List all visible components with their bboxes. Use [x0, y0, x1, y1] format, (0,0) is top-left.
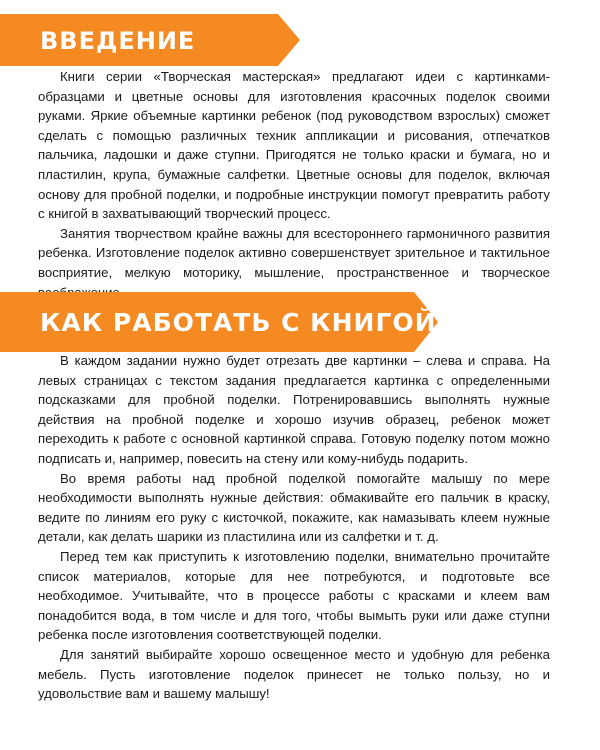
- section-banner-how-to-use: [0, 292, 438, 352]
- paragraph: Во время работы над пробной поделкой помогайте малышу по мере необходимости выполнять нужные действия: обмакивайте его пальчик в краску, ведите по линиям его руку с кисточкой, покажите, как намазывать клеем нужные детали, как делать шарики из пластилина или из салфетки и т. д.: [38, 470, 550, 545]
- paragraph: Занятия творчеством крайне важны для всестороннего гармоничного развития ребенка. Изготовление поделок активно совершенствует зрительное и тактильное восприятие, мелкую моторику, мышление, пространственное и творческое: [38, 225, 550, 280]
- section-title: КАК РАБОТАТЬ С КНИГОЙ: [40, 307, 437, 337]
- section-title: ВВЕДЕНИЕ: [40, 27, 196, 55]
- paragraph: Книги серии «Творческая мастерская» предлагают идеи с картинками-образцами и цветные основы для изготовления красочных поделок своими руками. Яркие объемные картинки ребенок (под руководством взрослых) сможет сделать с помощью различных техник аппликации и рисования, отпечатков пальчика, ладошки и даже ступни. Пригодятся не только краски и бумага, но и пластилин, крупа, бумажные салфетки. Цветные основы для поделок, включая основу для пробной поделки, и подробные инструкции помогут превратить работу с книгой в захватывающий творческий процесс.: [38, 69, 550, 222]
- section-banner-introduction: [0, 14, 300, 66]
- section-introduction: [38, 67, 550, 302]
- paragraph: Для занятий выбирайте хорошо освещенное место и удобную для ребенка мебель. Пусть изготовление поделок принесет не только пользу, но и удовольствие вам и вашему малышу!: [38, 646, 550, 702]
- section-how-to-use: [38, 351, 550, 704]
- paragraph: В каждом задании нужно будет отрезать две картинки – слева и справа. На левых страницах с текстом задания предлагается картинка с определенными подсказками для пробной поделки. Потренировавшись выполнять нужные действия на пробной поделке и хорошо изучив образец, ребенок может переходить к работе с основной картинкой справа. Готовую поделку потом можно подписать и, например, повесить на стену или кому-нибудь подарить.: [38, 353, 550, 466]
- paragraph: Перед тем как приступить к изготовлению поделки, внимательно прочитайте список материалов, которые для нее потребуются, и подготовьте все необходимое. Учитывайте, что в процессе работы с красками и клеем вам понадобится вода, в том числе и для того, чтобы вымыть руки или даже ступни ребенка после изготовления соответствующей поделки.: [38, 548, 550, 643]
